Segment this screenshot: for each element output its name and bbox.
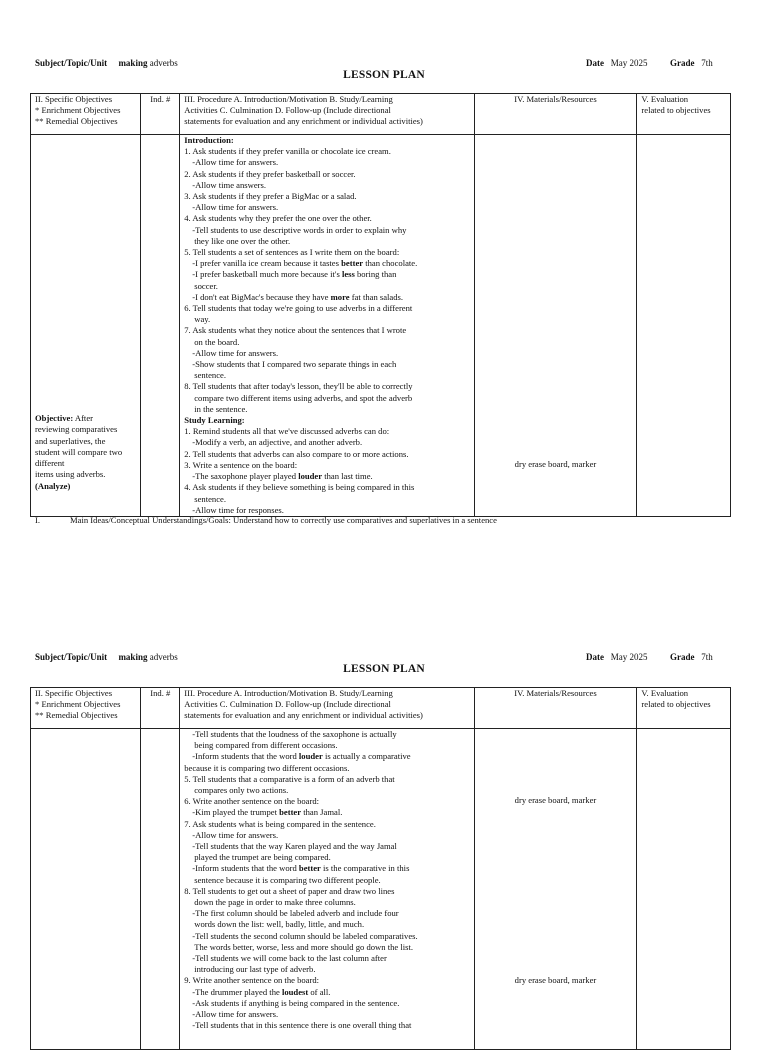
page-title: LESSON PLAN bbox=[343, 663, 425, 675]
materials-text: dry erase board, marker bbox=[514, 975, 597, 985]
procedure-line: -Allow time for answers. bbox=[192, 347, 279, 358]
procedure-lines bbox=[184, 135, 469, 516]
procedure-line: down the page in order to make three columns. bbox=[194, 897, 356, 908]
procedure-line: 3. Write a sentence on the board: bbox=[184, 459, 298, 470]
procedure-header: III. Procedure A. Introduction/Motivation B. Study/Learning Activities C. Culmination D. Follow-up (Include directional statements for evaluation and any enrichment or individual activities) bbox=[180, 94, 474, 135]
procedure-line: -Allow time for answers. bbox=[192, 157, 279, 168]
procedure-line: -Tell students that the way Karen played and the way Jamal bbox=[192, 841, 397, 852]
materials-header: IV. Materials/Resources bbox=[474, 688, 637, 729]
table-body-row bbox=[31, 729, 731, 1050]
procedure-line: -Allow time for answers. bbox=[192, 829, 279, 840]
procedure-line: introducing our last type of adverb. bbox=[194, 964, 316, 975]
lesson-plan-table bbox=[30, 93, 731, 517]
procedure-line: -I don't eat BigMac's because they have more fat than salads. bbox=[192, 291, 404, 302]
subject-value: adverbs bbox=[149, 58, 178, 68]
procedure-line: 7. Ask students what is being compared in the sentence. bbox=[184, 818, 376, 829]
procedure-line: 8. Tell students to get out a sheet of paper and draw two lines bbox=[184, 885, 395, 896]
procedure-line: 5. Tell students a set of sentences as I write them on the board: bbox=[184, 247, 400, 258]
procedure-line: 4. Ask students why they prefer the one over the other. bbox=[184, 213, 372, 224]
lesson-plan-table bbox=[30, 687, 731, 1050]
objectives-cell bbox=[31, 135, 141, 517]
procedure-line: -Allow time for responses. bbox=[192, 504, 284, 515]
procedure-line: -Kim played the trumpet better than Jamal. bbox=[192, 807, 343, 818]
ind-header: Ind. # bbox=[141, 688, 180, 729]
procedure-line: -The first column should be labeled adverb and include four bbox=[192, 908, 399, 919]
table-body-row bbox=[31, 135, 731, 517]
procedure-line: 1. Remind students all that we've discussed adverbs can do: bbox=[184, 426, 390, 437]
ind-cell bbox=[141, 135, 180, 517]
table-header-row bbox=[31, 94, 731, 135]
procedure-line: -Modify a verb, an adjective, and another adverb. bbox=[192, 437, 363, 448]
main-ideas-line: I. Main Ideas/Conceptual Understandings/Goals: Understand how to correctly use comparatives and superlatives in a sentence bbox=[35, 515, 497, 525]
procedure-line: -Tell students the second column should be labeled comparatives. bbox=[192, 930, 418, 941]
table-header-row bbox=[31, 688, 731, 729]
procedure-line: 1. Ask students if they prefer vanilla or chocolate ice cream. bbox=[184, 146, 391, 157]
evaluation-cell bbox=[637, 729, 731, 1050]
subject-topic-unit: Subject/Topic/Unit making adverbs bbox=[35, 652, 178, 662]
procedure-cell bbox=[180, 729, 474, 1050]
grade-field bbox=[670, 58, 713, 68]
materials-cell bbox=[474, 729, 637, 1050]
procedure-line: 4. Ask students if they believe something is being compared in this bbox=[184, 482, 415, 493]
procedure-line: compare two different items using adverbs, and spot the adverb bbox=[194, 392, 413, 403]
procedure-line: compares only two actions. bbox=[194, 785, 289, 796]
procedure-line: 6. Write another sentence on the board: bbox=[184, 796, 320, 807]
procedure-line: soccer. bbox=[194, 280, 218, 291]
ind-cell bbox=[141, 729, 180, 1050]
procedure-line: 6. Tell students that today we're going to use adverbs in a different bbox=[184, 303, 413, 314]
page-title: LESSON PLAN bbox=[343, 69, 425, 81]
procedure-line: 8. Tell students that after today's lesson, they'll be able to correctly bbox=[184, 381, 413, 392]
procedure-line: 9. Write another sentence on the board: bbox=[184, 975, 320, 986]
date-label: Date bbox=[586, 58, 604, 68]
procedure-line: 7. Ask students what they notice about the sentences that I wrote bbox=[184, 325, 407, 336]
procedure-line: -Tell students that in this sentence there is one overall thing that bbox=[192, 1020, 412, 1031]
procedure-line: 3. Ask students if they prefer a BigMac or a salad. bbox=[184, 191, 357, 202]
procedure-lines bbox=[184, 729, 469, 1031]
procedure-line: -Tell students we will come back to the last column after bbox=[192, 953, 387, 964]
procedure-line: -Ask students if anything is being compared in the sentence. bbox=[192, 997, 400, 1008]
materials-text: dry erase board, marker bbox=[514, 795, 597, 805]
procedure-line: they like one over the other. bbox=[194, 235, 291, 246]
procedure-line: sentence. bbox=[194, 493, 226, 504]
objectives-header: II. Specific Objectives * Enrichment Objectives ** Remedial Objectives bbox=[31, 688, 141, 729]
procedure-line: -Inform students that the word louder is actually a comparative bbox=[192, 751, 411, 762]
procedure-line: 5. Tell students that a comparative is a form of an adverb that bbox=[184, 773, 395, 784]
materials-cell bbox=[474, 135, 637, 517]
procedure-line: Study Learning: bbox=[184, 415, 245, 426]
procedure-line: 2. Tell students that adverbs can also compare to or more actions. bbox=[184, 448, 409, 459]
lesson-plan-page-2 bbox=[0, 595, 768, 1031]
procedure-line: -The drummer played the loudest of all. bbox=[192, 986, 331, 997]
procedure-line: Introduction: bbox=[184, 135, 234, 145]
procedure-line: sentence. bbox=[194, 370, 226, 381]
procedure-line: -I prefer basketball much more because it's less boring than bbox=[192, 269, 397, 280]
procedure-line: on the board. bbox=[194, 336, 240, 347]
subject-value-bold: making bbox=[118, 58, 148, 68]
procedure-line: in the sentence. bbox=[194, 403, 248, 414]
procedure-line: -Show students that I compared two separate things in each bbox=[192, 359, 397, 370]
procedure-line: -Allow time for answers. bbox=[192, 202, 279, 213]
date-field bbox=[586, 58, 648, 68]
procedure-cell bbox=[180, 135, 474, 517]
materials-header: IV. Materials/Resources bbox=[474, 94, 637, 135]
procedure-line: -Tell students to use descriptive words in order to explain why bbox=[192, 224, 407, 235]
procedure-line: -Tell students that the loudness of the saxophone is actually bbox=[192, 729, 397, 739]
procedure-header: III. Procedure A. Introduction/Motivation B. Study/Learning Activities C. Culmination D. Follow-up (Include directional statements for evaluation and any enrichment or individual activities) bbox=[180, 688, 474, 729]
objective-text: Objective: After reviewing comparatives and superlatives, the student will compare two different items using adverbs. (Analyze) bbox=[35, 413, 123, 491]
procedure-line: played the trumpet are being compared. bbox=[194, 852, 331, 863]
ind-header: Ind. # bbox=[141, 94, 180, 135]
procedure-line: -Inform students that the word better is the comparative in this bbox=[192, 863, 410, 874]
materials-text: dry erase board, marker bbox=[514, 459, 597, 469]
date-field: Date May 2025 bbox=[586, 652, 648, 662]
grade-label: Grade bbox=[670, 58, 695, 68]
procedure-line: being compared from different occasions. bbox=[194, 740, 338, 751]
procedure-line: because it is comparing two different occasions. bbox=[184, 762, 350, 773]
procedure-line: The words better, worse, less and more should go down the list. bbox=[194, 941, 413, 952]
procedure-line: -I prefer vanilla ice cream because it tastes better than chocolate. bbox=[192, 258, 418, 269]
procedure-line: -Allow time answers. bbox=[192, 179, 266, 190]
subject-topic-unit bbox=[35, 58, 178, 68]
evaluation-header: V. Evaluation related to objectives bbox=[637, 688, 731, 729]
objectives-cell bbox=[31, 729, 141, 1050]
grade-field: Grade 7th bbox=[670, 652, 713, 662]
subject-label: Subject/Topic/Unit bbox=[35, 58, 108, 68]
grade-value: 7th bbox=[701, 58, 713, 68]
evaluation-cell bbox=[637, 135, 731, 517]
procedure-line: -Allow time for answers. bbox=[192, 1009, 279, 1020]
date-value: May 2025 bbox=[610, 58, 648, 68]
procedure-line: -The saxophone player played louder than last time. bbox=[192, 471, 373, 482]
procedure-line: 2. Ask students if they prefer basketball or soccer. bbox=[184, 168, 356, 179]
evaluation-header: V. Evaluation related to objectives bbox=[637, 94, 731, 135]
procedure-line: sentence because it is comparing two different people. bbox=[194, 874, 381, 885]
objectives-header: II. Specific Objectives * Enrichment Objectives ** Remedial Objectives bbox=[31, 94, 141, 135]
procedure-line: words down the list: well, badly, little, and much. bbox=[194, 919, 365, 930]
procedure-line: way. bbox=[194, 314, 211, 325]
